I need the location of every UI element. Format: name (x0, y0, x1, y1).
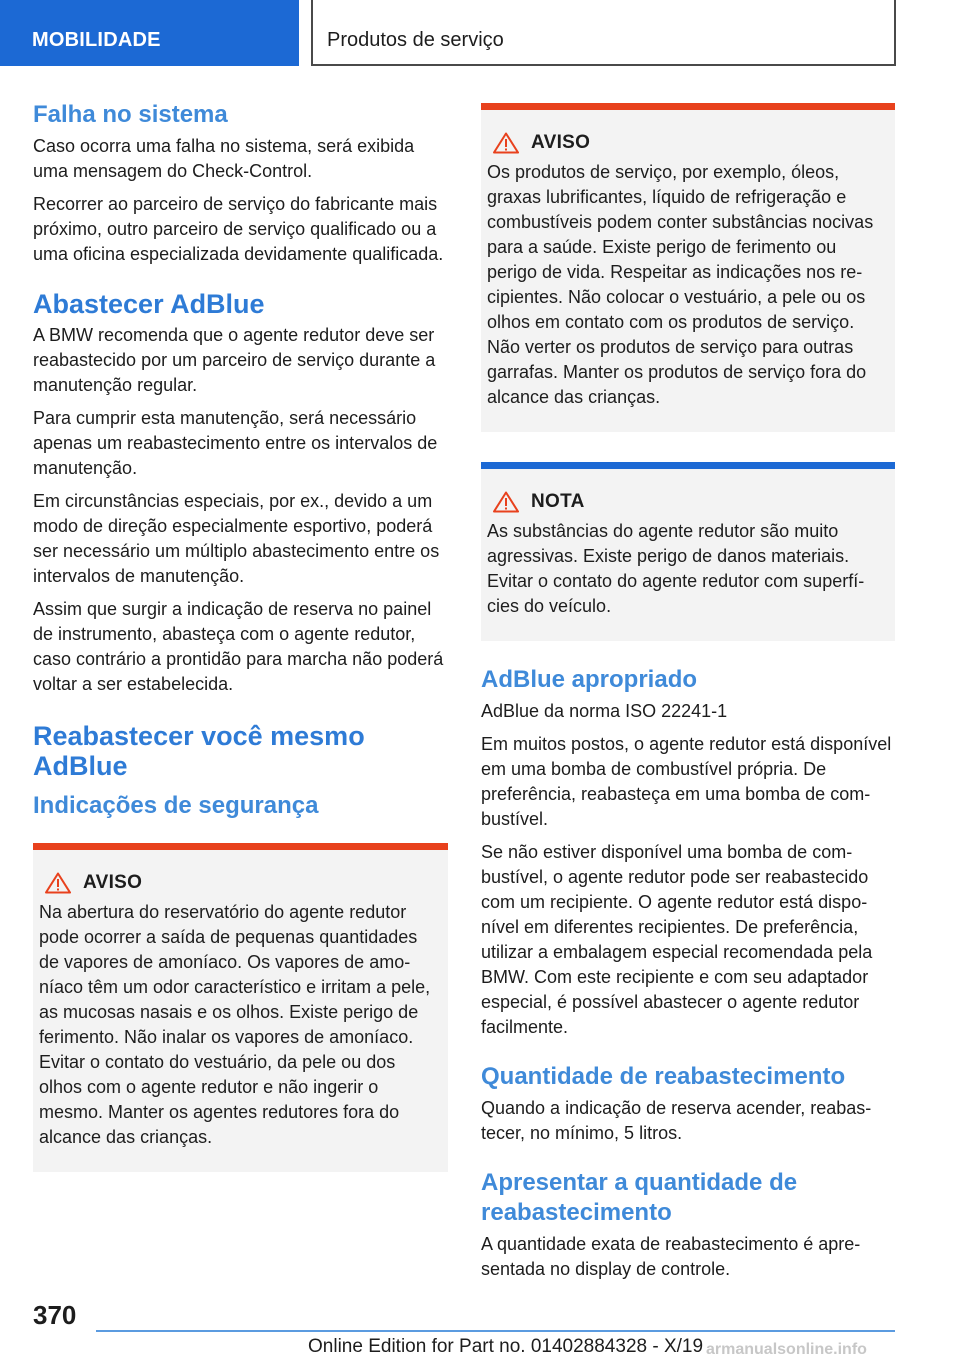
heading-adblue-apropriado: AdBlue apropriado (481, 666, 698, 693)
warning-box (33, 843, 448, 1172)
section-tab: MOBILIDADE (0, 0, 299, 66)
heading-quantidade-de-reabastecimento: Quantidade de reabastecimento (481, 1063, 846, 1090)
paragraph: AdBlue da norma ISO 22241-1 (481, 701, 728, 721)
warning-text: Na abertura do reservatório do agente redutor pode ocorrer a saída de pequenas quantidades de vapores de amoníaco. Os vapores de amoníaco têm um odor característico e irritam a pele, as mucosas nasais e os olhos. Existe perigo de ferimento. Não inalar os vapores de amoníaco. Evitar o contato do vestuário, da pele ou dos olhos com o agente redutor e não ingerir o mesmo. Manter os agentes redutores fora do alcance das crianças. (39, 902, 431, 1147)
warning-box (481, 103, 895, 432)
heading-falha-no-sistema: Falha no sistema (33, 101, 228, 128)
heading-abastecer-adblue: Abastecer AdBlue (33, 289, 265, 319)
chapter-title: Produtos de serviço (311, 0, 896, 66)
footer-divider (96, 1330, 895, 1332)
paragraph: Em circunstâncias especiais, por ex., devido a um modo de direção especialmente esportivo, poderá ser necessário um múltiplo abastecimento entre os intervalos de manutenção. (33, 491, 440, 586)
watermark: armanualsonline.info (706, 1341, 867, 1358)
heading-apresentar-quantidade: Apresentar a quantidade de reabastecimento (481, 1169, 798, 1226)
heading-reabastecer-voce-mesmo: Reabastecer você mesmo AdBlue (33, 721, 365, 781)
warning-text: Os produtos de serviço, por exemplo, óleos, graxas lubrificantes, líquido de refrigeração e combustíveis podem conter substâncias nocivas para a saúde. Existe perigo de ferimento ou perigo de vida. Respeitar as indicações nos recipientes. Não colocar o vestuário, a pele ou os olhos em contato com os produtos de serviço. Não verter os produtos de serviço para outras garrafas. Manter os produtos de serviço fora do alcance das crianças. (487, 162, 874, 407)
paragraph: A quantidade exata de reabastecimento é apresentada no display de controle. (481, 1234, 861, 1279)
paragraph: Caso ocorra uma falha no sistema, será exibida uma mensagem do Check-Control. (33, 136, 415, 181)
heading-indicacoes-de-seguranca: Indicações de segurança (33, 792, 319, 819)
warning-label: AVISO (531, 132, 591, 153)
paragraph: Se não estiver disponível uma bomba de combustível, o agente redutor pode ser reabastecido com um recipiente. O agente redutor está disponível em diferentes recipientes. De preferência, utilizar a embalagem especial recomendada pela BMW. Com este recipiente e com seu adaptador especial, é possível abastecer o agente redutor facilmente. (481, 842, 873, 1037)
left-column (33, 100, 448, 1172)
warning-box-title (487, 130, 885, 156)
page-header (0, 0, 960, 66)
right-column (481, 103, 895, 1282)
warning-triangle-icon (493, 491, 519, 513)
paragraph: Quando a indicação de reserva acender, reabastecer, no mínimo, 5 litros. (481, 1098, 872, 1143)
note-text: As substâncias do agente redutor são muito agressivas. Existe perigo de danos materiais. Evitar o contato do agente redutor com superfícies do veículo. (487, 521, 865, 616)
paragraph: Recorrer ao parceiro de serviço do fabricante mais próximo, outro parceiro de serviço qualificado ou a uma oficina especializada devidamente qualificada. (33, 194, 444, 264)
warning-triangle-icon (45, 872, 71, 894)
paragraph: A BMW recomenda que o agente redutor deve ser reabastecido por um parceiro de serviço durante a manutenção regular. (33, 325, 436, 395)
warning-label: AVISO (83, 872, 143, 893)
paragraph: Assim que surgir a indicação de reserva no painel de instrumento, abasteça com o agente redutor, caso contrário a prontidão para marcha não poderá voltar a ser estabelecida. (33, 599, 444, 694)
page-number: 370 (33, 1300, 77, 1330)
paragraph: Para cumprir esta manutenção, será necessário apenas um reabastecimento entre os intervalos de manutenção. (33, 408, 438, 478)
edition-text: Online Edition for Part no. 01402884328 - X/19 (308, 1336, 704, 1357)
note-box (481, 462, 895, 641)
warning-box-title (39, 870, 438, 896)
note-box-title (487, 489, 885, 515)
warning-triangle-icon (493, 132, 519, 154)
paragraph: Em muitos postos, o agente redutor está disponível em uma bomba de combustível própria. De preferência, reabasteça em uma bomba de combustível. (481, 734, 892, 829)
note-label: NOTA (531, 491, 585, 512)
